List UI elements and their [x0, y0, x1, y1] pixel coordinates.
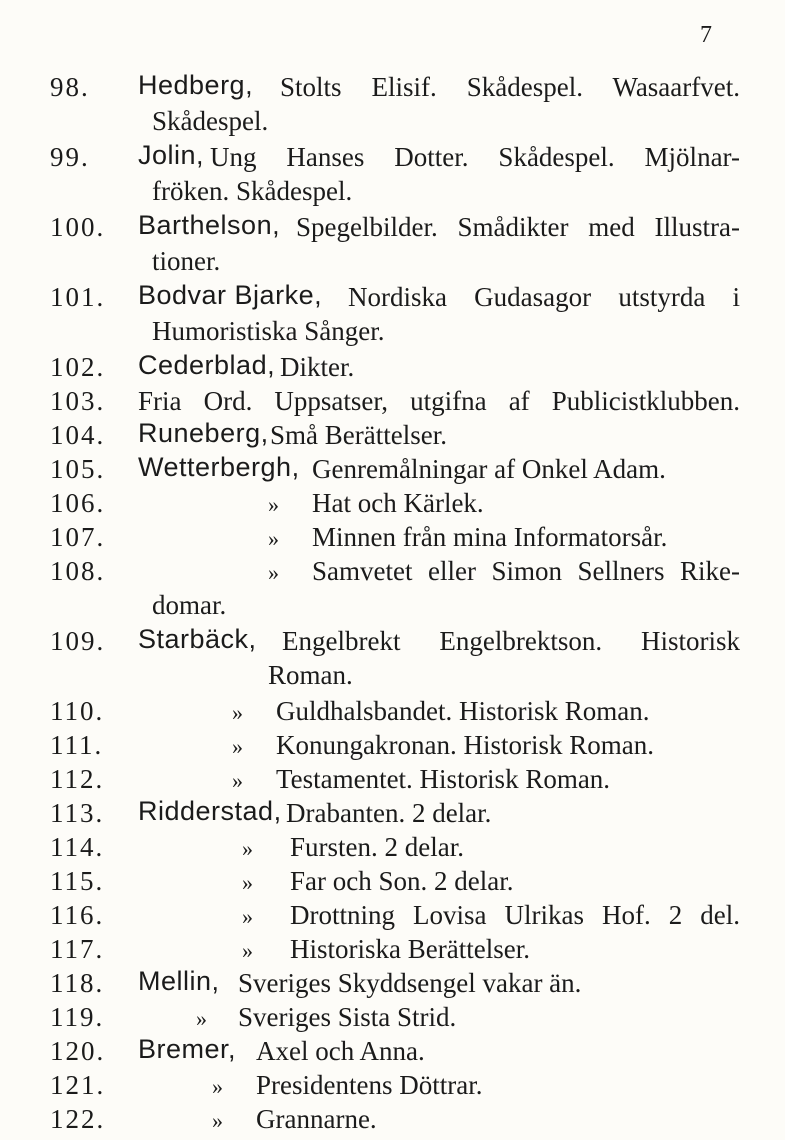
catalog-entry [0, 386, 785, 420]
entry-title: Konungakronan. Historisk Roman. [276, 730, 654, 760]
entry-author: Bremer, [138, 1034, 237, 1064]
entry-author: Bodvar Bjarke, [138, 280, 323, 310]
catalog-entry [0, 968, 785, 1002]
ditto-mark: » [212, 1108, 223, 1133]
entry-author: Cederblad, [138, 350, 276, 380]
entry-number: 103. [50, 386, 106, 416]
ditto-mark: » [232, 700, 243, 725]
entry-author: Barthelson, [138, 210, 281, 240]
entry-number: 109. [50, 626, 106, 656]
entry-author: Ridderstad, [138, 796, 282, 826]
entry-continuation: Roman. [268, 660, 353, 690]
catalog-entry [0, 352, 785, 386]
entry-title: Guldhalsbandet. Historisk Roman. [276, 696, 650, 726]
entry-number: 114. [50, 832, 105, 862]
entry-number: 100. [50, 212, 106, 242]
entry-number: 120. [50, 1036, 106, 1066]
entry-number: 105. [50, 454, 106, 484]
entry-number: 107. [50, 522, 106, 552]
entry-title: Minnen från mina Informatorsår. [312, 522, 668, 552]
ditto-mark: » [242, 836, 253, 861]
entry-continuation: Skådespel. [152, 106, 269, 136]
entry-title: Hat och Kärlek. [312, 488, 484, 518]
catalog-entry [0, 1070, 785, 1104]
catalog-entry [0, 72, 785, 106]
entry-title: Engelbrekt Engelbrektson. Historisk [282, 626, 740, 656]
ditto-mark: » [212, 1074, 223, 1099]
entry-author: Runeberg, [138, 418, 269, 448]
entry-number: 110. [50, 696, 105, 726]
ditto-mark: » [232, 734, 243, 759]
entry-continuation: domar. [152, 590, 227, 620]
ditto-mark: » [242, 938, 253, 963]
entry-title: Axel och Anna. [256, 1036, 425, 1066]
ditto-mark: » [196, 1006, 207, 1031]
entry-number: 122. [50, 1104, 106, 1134]
ditto-mark: » [268, 560, 279, 585]
entry-author: Hedberg, [138, 70, 254, 100]
entry-number: 115. [50, 866, 105, 896]
catalog-entry [0, 488, 785, 522]
entry-title: Drottning Lovisa Ulrikas Hof. 2 del. [290, 900, 740, 930]
entry-author: Starbäck, [138, 624, 257, 654]
entry-title: Sveriges Skyddsengel vakar än. [238, 968, 582, 998]
ditto-mark: » [268, 492, 279, 517]
ditto-mark: » [242, 870, 253, 895]
entry-title: Testamentet. Historisk Roman. [276, 764, 611, 794]
catalog-entry [0, 798, 785, 832]
catalog-entry [0, 866, 785, 900]
entry-number: 98. [50, 72, 90, 102]
page-number: 7 [700, 22, 712, 48]
catalog-entry [0, 1002, 785, 1036]
catalog-entry [0, 934, 785, 968]
entry-title: Historiska Berättelser. [290, 934, 530, 964]
entry-number: 117. [50, 934, 105, 964]
entry-title: Fursten. 2 delar. [290, 832, 464, 862]
entry-title: Drabanten. 2 delar. [286, 798, 492, 828]
catalog-entry [0, 556, 785, 590]
entry-title: Grannarne. [256, 1104, 377, 1134]
entry-title: Sveriges Sista Strid. [238, 1002, 457, 1032]
entry-title: Presidentens Döttrar. [256, 1070, 483, 1100]
entry-continuation: fröken. Skådespel. [152, 176, 353, 206]
entry-number: 116. [50, 900, 105, 930]
catalog-entry [0, 454, 785, 488]
catalog-entry [0, 420, 785, 454]
catalog-entry [0, 626, 785, 660]
catalog-entry [0, 900, 785, 934]
entry-title: Fria Ord. Uppsatser, utgifna af Publicistklubben. [138, 386, 740, 416]
catalog-entry [0, 1036, 785, 1070]
entry-number: 113. [50, 798, 105, 828]
entry-number: 102. [50, 352, 106, 382]
catalog-entry [0, 832, 785, 866]
entry-continuation: Humoristiska Sånger. [152, 316, 385, 346]
entry-number: 121. [50, 1070, 106, 1100]
catalog-entry [0, 142, 785, 176]
entry-continuation: tioner. [152, 246, 221, 276]
entry-title: Ung Hanses Dotter. Skådespel. Mjölnar- [210, 142, 740, 172]
entry-author: Jolin, [138, 140, 205, 170]
entry-title: Far och Son. 2 delar. [290, 866, 514, 896]
ditto-mark: » [268, 526, 279, 551]
catalog-entry [0, 696, 785, 730]
entry-title: Små Berättelser. [270, 420, 447, 450]
catalog-entry [0, 282, 785, 316]
entry-number: 119. [50, 1002, 105, 1032]
entry-number: 101. [50, 282, 106, 312]
catalog-entry [0, 730, 785, 764]
entry-title: Genremålningar af Onkel Adam. [312, 454, 666, 484]
entry-author: Mellin, [138, 966, 220, 996]
catalog-entry [0, 212, 785, 246]
catalog-entry [0, 1104, 785, 1138]
catalog-entry [0, 522, 785, 556]
entry-title: Spegelbilder. Smådikter med Illustra- [296, 212, 740, 242]
entry-author: Wetterbergh, [138, 452, 300, 482]
entry-number: 104. [50, 420, 106, 450]
entry-number: 99. [50, 142, 90, 172]
ditto-mark: » [232, 768, 243, 793]
catalog-entry [0, 764, 785, 798]
entry-number: 108. [50, 556, 106, 586]
entry-number: 111. [50, 730, 104, 760]
entry-title: Samvetet eller Simon Sellners Rike- [312, 556, 740, 586]
entry-title: Nordiska Gudasagor utstyrda i [348, 282, 740, 312]
entry-number: 106. [50, 488, 106, 518]
entry-title: Stolts Elisif. Skådespel. Wasaarfvet. [280, 72, 740, 102]
ditto-mark: » [242, 904, 253, 929]
entry-number: 118. [50, 968, 105, 998]
entry-number: 112. [50, 764, 105, 794]
entry-title: Dikter. [280, 352, 355, 382]
